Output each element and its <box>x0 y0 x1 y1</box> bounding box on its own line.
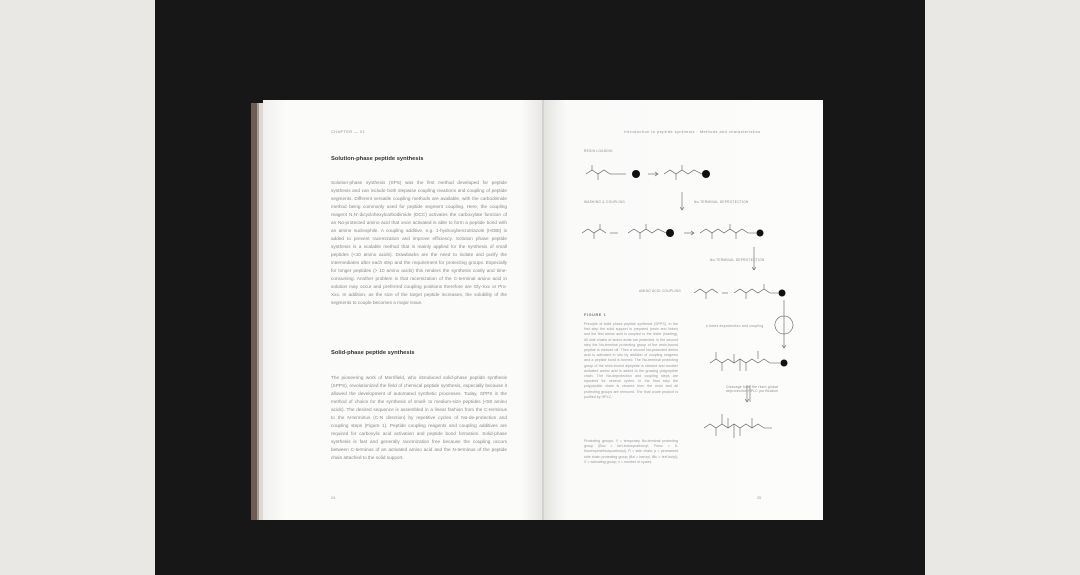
label-amino-acid-coupling: AMINO ACID COUPLING <box>639 289 682 293</box>
structure-loaded-amino-acid <box>664 165 702 180</box>
book-cover-edge <box>251 103 263 520</box>
running-head-left: CHAPTER — 01 <box>331 130 366 134</box>
label-deprotection-1: Nα-TERMINAL DEPROTECTION <box>694 200 749 204</box>
section-body-solution-phase: Solution-phase synthesis (SPS) was the first method developed for peptide synthesis and can include both stepwise coupling reactions and coupling of peptide segments. Different versatile coupling methods are available, with the carbodiimide method being commonly used for peptide segment coupling. Here, the coupling reagent N,N'-dicyclohexylcarbodiimide (DCC) activates the carboxylate function of an Nα-protected amino acid that once activated is able to form a peptide bond with an amine nucleophile. A coupling additive, e.g. 1-hydroxybenzotriazole (HOBt) is added to prevent racemization and improve efficiency. Solution phase peptide synthesis is a scalable method that is mainly applied for the synthesis of small peptides (<10 amino acids). Drawbacks are the need to isolate and purify the intermediates after each step and the requirement for protecting groups. Especially for longer peptides (> 10 amino acids) this renders the synthesis costly and time-consuming. Another problem is that racemization of the C-terminal amino acid in solution may occur and preferred coupling positions therefore are Gly-Xxx or Pro-Xxx. In addition, as the size of the target peptide increases, the solubility of the segments to couple becomes a major issue. <box>331 180 507 305</box>
resin-bead-5 <box>779 290 786 297</box>
structure-final-peptide <box>704 414 772 438</box>
structure-activated-amino-acid <box>582 224 606 239</box>
structure-protected-peptide <box>710 351 780 371</box>
running-head-right: Introduction to peptide synthesis · Methods and characteristics <box>624 130 761 134</box>
resin-bead-6 <box>781 360 788 367</box>
resin-bead-3 <box>666 229 674 237</box>
structure-amino-acid-1 <box>586 165 610 180</box>
figure-title: FIGURE 1 <box>584 313 607 317</box>
open-book <box>251 100 823 520</box>
label-deprotection-2: Nα-TERMINAL DEPROTECTION <box>710 258 765 262</box>
figure-legend: Protecting groups: Y = temporary Nα-terminal protecting group (Boc = tert-butoxycarbonyl, Fmoc = 9-fluorenylmethoxycarbonyl); R = side chain; p = permanent side chain protecting group (Bzl = benzyl, tBu = tert-butyl); X = activating group; n = number of cycles. <box>584 439 678 464</box>
label-resin-loading: RESIN LOADING <box>584 149 613 153</box>
label-cleavage: Cleavage from the resin global deprotection HPLC purification <box>726 385 779 394</box>
resin-bead-1 <box>632 170 640 178</box>
label-n-cycles: n times deprotection and coupling <box>706 324 764 328</box>
structure-dipeptide-resin <box>700 224 756 239</box>
left-page <box>263 100 544 520</box>
figure-caption: Principle of solid phase peptide synthesis (SPPS). In the first step the solid support is prepared (resin and linker) and the first amino acid is coupled to the linker (loading). All side chains of amino acids are protected. In the second step the Nα-terminal protecting group of the resin-bound peptide is cleaved off. Then a second Nα-protected amino acid is activated in situ by addition of coupling reagents and a peptide bond is formed. The Nα-terminal protecting group of the resin-bound dipeptide is cleaved and another activated amino acid is added to the growing polypeptide chain. The Nα-deprotection and coupling steps are repeated for several cycles. In the final step the polypeptide chain is cleaved from the resin and all protecting groups are removed. The final crude product is purified by HPLC. <box>584 322 678 399</box>
label-washing-coupling: WASHING & COUPLING <box>584 200 626 204</box>
spps-scheme-diagram <box>544 100 823 520</box>
resin-bead-2 <box>702 170 710 178</box>
page-number-right: 25 <box>757 496 762 500</box>
resin-bead-4 <box>757 230 764 237</box>
section-heading-solution-phase: Solution-phase peptide synthesis <box>331 156 424 162</box>
section-heading-solid-phase: Solid-phase peptide synthesis <box>331 350 415 356</box>
structure-coupling-row <box>694 284 778 299</box>
section-body-solid-phase: The pioneering work of Merrifield, who introduced solid-phase peptide synthesis (SPPS), revolutionized the field of chemical peptide synthesis, especially because it allowed the development of automated synthetic processes. Today, SPPS is the method of choice for the synthesis of small- to medium-size peptides (<50 amino acids). The desired sequence is assembled in a linear fashion from the C-terminus to the N-terminus (C-N direction) by repetitive cycles of Nα-de-protection and coupling steps (Figure 1). Peptide coupling reagents and coupling additives are required for carboxylic acid activation and peptide bond formation. Solid-phase synthesis is fast and generally racemization free because the coupling occurs between C-terminus of an activated amino acid and the N-terminus of the peptide chain attached to the solid support. <box>331 375 507 460</box>
structure-resin-amino-acid-2 <box>628 224 666 239</box>
page-number-left: 24 <box>331 496 336 500</box>
